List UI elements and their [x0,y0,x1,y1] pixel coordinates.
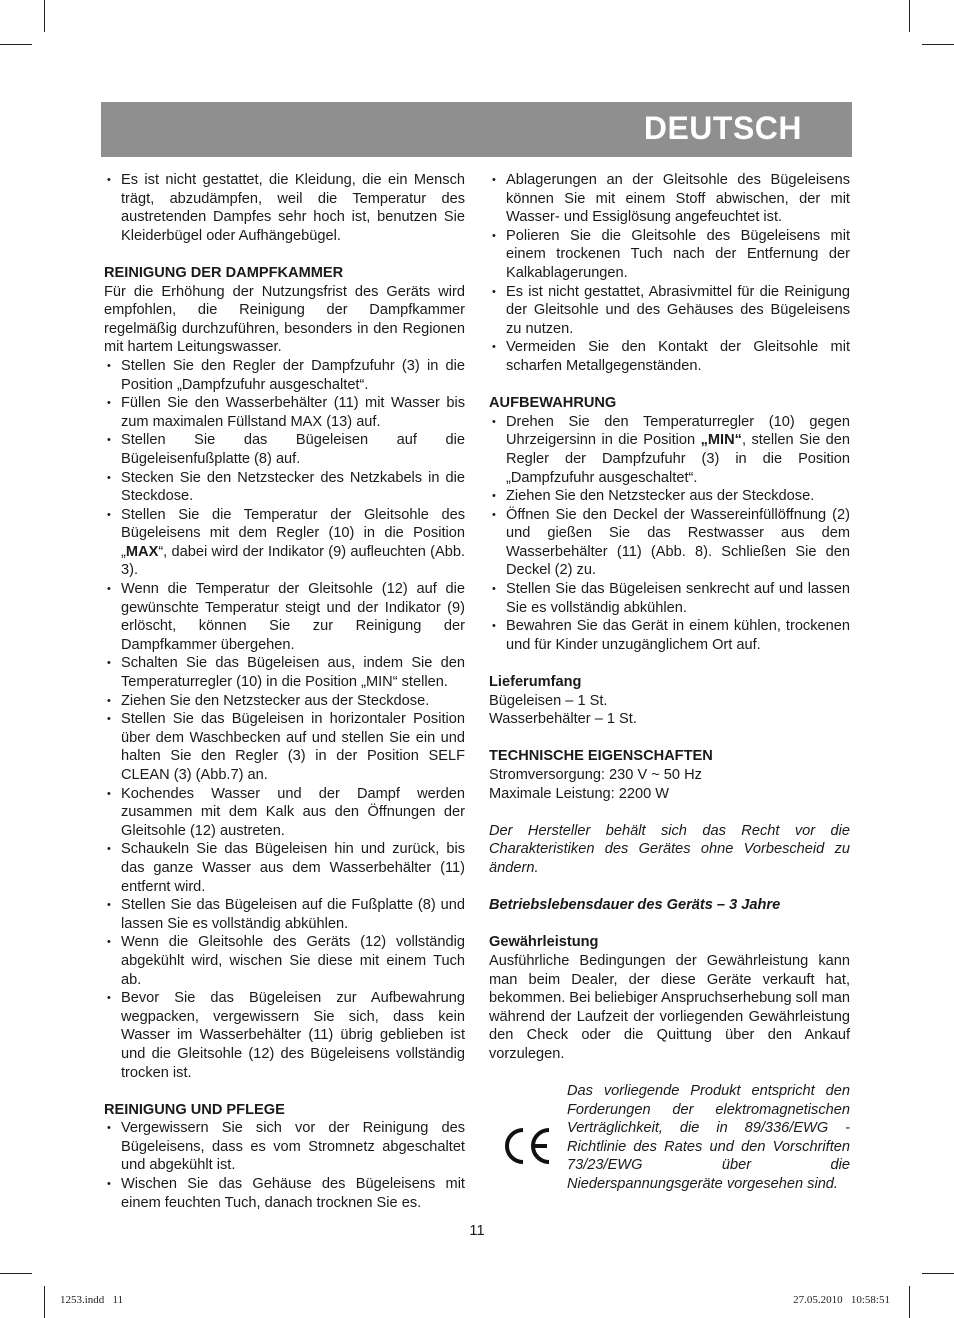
list-item: • Vergewissern Sie sich vor der Reinigung des Bügeleisens, dass es vom Stromnetz abgeschaltet und abgekühlt ist. [104,1119,465,1175]
list-item: • Bevor Sie das Bügeleisen zur Aufbewahrung wegpacken, vergewissern Sie sich, dass kein Wasser im Wasserbehälter (11) übrig geblieben ist und die Gleitsohle (12) des Bügeleisens vollständig trocken ist. [104,989,465,1082]
min-label: „MIN“ [700,432,742,449]
list-item: • Stellen Sie das Bügeleisen in horizontaler Position über dem Waschbecken auf und stellen Sie ein und halten Sie den Regler (3) in der Position SELF CLEAN (3) (Abb.7) an. [104,710,465,784]
warranty-text: Ausführliche Bedingungen der Gewährleistung kann man beim Dealer, der diese Geräte verkauft hat, bekommen. Bei beliebiger Anspruchserhebung soll man während der Laufzeit der vorliegenden Gewährleistung den Check oder die Quittung über den Ankauf vorzulegen. [489,952,851,1062]
list-item: • Vermeiden Sie den Kontakt der Gleitsohle mit scharfen Metallgegenständen. [489,338,850,375]
ce-compliance [489,1082,850,1194]
section-heading: AUFBEWAHRUNG [489,395,617,412]
section-heading: Lieferumfang [489,674,582,691]
list-item [104,506,465,580]
footer-timestamp: 27.05.2010 10:58:51 [793,1294,890,1306]
spec-line: Stromversorgung: 230 V ~ 50 Hz [489,767,702,783]
crop-mark [909,1286,910,1318]
crop-mark [922,44,954,45]
right-column [489,171,850,1194]
list-item: • Bewahren Sie das Gerät in einem kühlen, trockenen und für Kinder unzugänglichem Ort auf. [489,617,850,654]
list-item: • Wischen Sie das Gehäuse des Bügeleisens mit einem feuchten Tuch, danach trocknen Sie es. [104,1175,465,1212]
list-item: • Stellen Sie das Bügeleisen senkrecht auf und lassen Sie es vollständig abkühlen. [489,580,850,617]
text-run: Drehen Sie den Temperaturregler (10) gegen Uhrzeigersinn in die Position [506,413,850,449]
ce-text: Das vorliegende Produkt entspricht den Forderungen der elektromagnetischen Verträglichkeit, die in 89/336/EWG -Richtlinie des Rates und den Vorschriften 73/23/EWG über die Niederspannungsgeräte vorgesehen sind. [567,1083,850,1193]
section-heading: REINIGUNG DER DAMPFKAMMER [104,264,344,281]
list-item: • Wenn die Gleitsohle des Geräts (12) vollständig abgekühlt wird, wischen Sie diese mit einem Tuch ab. [104,933,465,989]
language-header-bar [101,102,852,157]
max-label: MAX [125,543,159,560]
list-item: • Stecken Sie den Netzstecker des Netzkabels in die Steckdose. [104,469,465,506]
list-item: • Wenn die Temperatur der Gleitsohle (12) auf die gewünschte Temperatur steigt und der Indikator (9) erlöscht, können Sie zur Reinigung der Dampfkammer übergehen. [104,580,465,654]
text-run: “, dabei wird der Indikator (9) aufleuchten (Abb. 3). [121,543,465,579]
crop-mark [0,44,32,45]
crop-mark [44,1286,45,1318]
page-number: 11 [469,1223,485,1239]
section-heading: TECHNISCHE EIGENSCHAFTEN [489,748,713,765]
crop-mark [909,0,910,32]
list-item [489,413,850,487]
crop-mark [44,0,45,32]
text-run: Stellen Sie die Temperatur der Gleitsohle des Bügeleisens mit dem Regler (10) in die Position „ [121,506,465,560]
list-item: • Stellen Sie das Bügeleisen auf die Bügeleisenfußplatte (8) auf. [104,431,465,468]
crop-mark [0,1273,32,1274]
list-item: • Ablagerungen an der Gleitsohle des Bügeleisens können Sie mit einem Stoff abwischen, der mit Wasser- und Essiglösung angefeuchtet ist. [489,171,850,227]
section-heading: REINIGUNG UND PFLEGE [104,1101,285,1118]
ce-mark-icon [503,1126,553,1166]
list-item: • Öffnen Sie den Deckel der Wassereinfüllöffnung (2) und gießen Sie das Restwasser aus dem Wasserbehälter (11) (Abb. 8). Schließen Sie den Deckel (2) zu. [489,506,850,580]
list-item: • Es ist nicht gestattet, die Kleidung, die ein Mensch trägt, abzudämpfen, weil die Temperatur des austretenden Dampfes sehr hoch ist, benutzen Sie Kleiderbügel oder Aufhängebügel. [104,171,465,245]
list-item: • Ziehen Sie den Netzstecker aus der Steckdose. [489,487,850,506]
spec-line: Maximale Leistung: 2200 W [489,785,670,802]
list-item: • Schalten Sie das Bügeleisen aus, indem Sie den Temperaturregler (10) in die Position „MIN“ stellen. [104,654,465,691]
paragraph: Für die Erhöhung der Nutzungsfrist des Geräts wird empfohlen, die Reinigung der Dampfkammer regelmäßig durchzuführen, besonders in den Regionen mit hartem Leitungswasser. [104,283,465,356]
delivery-item: Wasserbehälter – 1 St. [489,711,637,728]
list-item: • Kochendes Wasser und der Dampf werden zusammen mit dem Kalk aus den Öffnungen der Gleitsohle (12) austreten. [104,785,465,841]
list-item: • Stellen Sie das Bügeleisen auf die Fußplatte (8) und lassen Sie es vollständig abkühlen. [104,896,465,933]
text-run: , stellen Sie den Regler der Dampfzufuhr (3) in die Position „Dampfzufuhr ausgeschaltet“. [506,432,850,486]
crop-mark [922,1273,954,1274]
list-item: • Füllen Sie den Wasserbehälter (11) mit Wasser bis zum maximalen Füllstand MAX (13) auf. [104,394,465,431]
footer-file-info: 1253.indd 11 [60,1294,124,1306]
left-column [104,171,465,1212]
language-title: DEUTSCH [643,110,802,146]
list-item: • Polieren Sie die Gleitsohle des Bügeleisens mit einem trockenen Tuch nach der Entfernung der Kalkablagerungen. [489,227,850,283]
manufacturer-note: Der Hersteller behält sich das Recht vor die Charakteristiken des Gerätes ohne Vorbescheid zu ändern. [489,822,850,876]
delivery-item: Bügeleisen – 1 St. [489,692,608,709]
list-item: • Ziehen Sie den Netzstecker aus der Steckdose. [104,692,465,711]
service-life: Betriebslebensdauer des Geräts – 3 Jahre [489,897,781,914]
list-item: • Es ist nicht gestattet, Abrasivmittel für die Reinigung der Gleitsohle und des Gehäuses des Bügeleisens zu nutzen. [489,283,850,339]
list-item: • Schaukeln Sie das Bügeleisen hin und zurück, bis das ganze Wasser aus dem Wasserbehälter (11) entfernt wird. [104,840,465,896]
list-item: • Stellen Sie den Regler der Dampfzufuhr (3) in die Position „Dampfzufuhr ausgeschaltet“. [104,357,465,394]
section-heading: Gewährleistung [489,934,599,951]
